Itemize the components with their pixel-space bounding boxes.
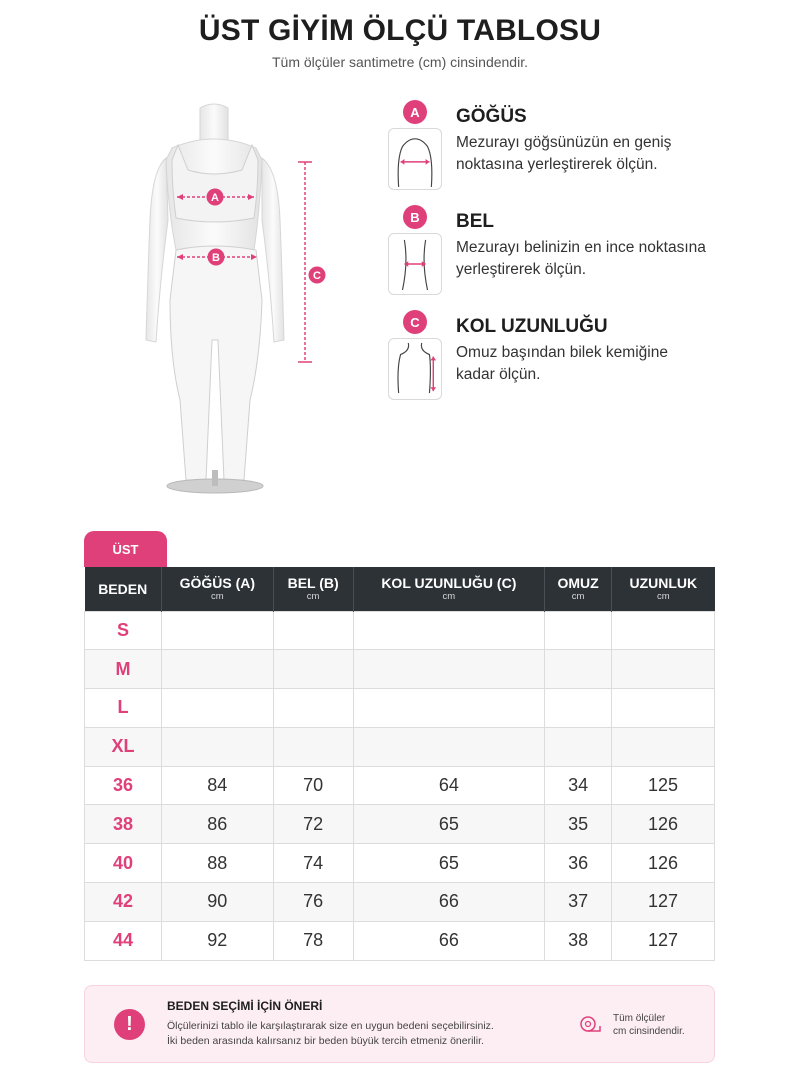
measurement-cell: 66 — [353, 921, 545, 960]
measure-waist — [386, 205, 726, 305]
measurement-cell: 127 — [612, 883, 715, 922]
size-label-cell: 44 — [85, 921, 162, 960]
size-label-cell: S — [85, 611, 162, 650]
table-row — [85, 689, 715, 728]
size-label-cell: M — [85, 650, 162, 689]
table-row — [85, 766, 715, 805]
measurement-cell: 126 — [612, 805, 715, 844]
tip-line: İki beden arasında kalırsanız bir beden büyük tercih etmeniz önerilir. — [167, 1035, 484, 1047]
measure-title: KOL UZUNLUĞU — [456, 316, 608, 337]
table-row — [85, 611, 715, 650]
column-header: UZUNLUK cm — [612, 567, 715, 611]
measurement-cell: 127 — [612, 921, 715, 960]
measurement-cell: 65 — [353, 844, 545, 883]
measurement-cell — [161, 611, 273, 650]
measurement-cell — [161, 727, 273, 766]
measurement-cell — [545, 611, 612, 650]
measure-title: GÖĞÜS — [456, 106, 527, 127]
measurement-cell: 70 — [273, 766, 353, 805]
measure-letter-badge: B — [403, 205, 427, 229]
measure-title: BEL — [456, 211, 494, 232]
measurement-cell — [612, 727, 715, 766]
measurement-cell: 76 — [273, 883, 353, 922]
measure-letter-badge: C — [403, 310, 427, 334]
measurement-cell: 125 — [612, 766, 715, 805]
waist-measure-icon — [388, 233, 442, 295]
column-header: OMUZ cm — [545, 567, 612, 611]
measurement-cell: 38 — [545, 921, 612, 960]
mannequin-figure — [132, 100, 337, 500]
measurement-cell: 88 — [161, 844, 273, 883]
table-row — [85, 921, 715, 960]
column-header: BEDEN — [85, 567, 162, 611]
label-b: B — [212, 252, 220, 264]
arm-length-icon — [388, 338, 442, 400]
tab-ust[interactable]: ÜST — [84, 531, 167, 567]
size-label-cell: 40 — [85, 844, 162, 883]
size-tip-box — [84, 985, 715, 1063]
measurement-cell — [353, 611, 545, 650]
measurement-cell: 92 — [161, 921, 273, 960]
measurement-cell: 74 — [273, 844, 353, 883]
measure-chest — [386, 100, 726, 200]
size-label-cell: 42 — [85, 883, 162, 922]
measurement-cell — [612, 689, 715, 728]
measure-letter-badge: A — [403, 100, 427, 124]
measurement-cell — [273, 650, 353, 689]
measurement-cell: 66 — [353, 883, 545, 922]
measurement-cell — [161, 650, 273, 689]
table-header-row — [85, 567, 715, 611]
column-header: GÖĞÜS (A) cm — [161, 567, 273, 611]
measurement-cell — [161, 689, 273, 728]
measure-description: Mezurayı belinizin en ince noktasına yerleştirerek ölçün. — [456, 239, 706, 278]
measurement-cell — [353, 727, 545, 766]
table-row — [85, 650, 715, 689]
size-label-cell: 36 — [85, 766, 162, 805]
measurement-cell: 72 — [273, 805, 353, 844]
measurement-cell — [273, 689, 353, 728]
measurement-cell: 90 — [161, 883, 273, 922]
table-row — [85, 883, 715, 922]
tip-line: Ölçülerinizi tablo ile karşılaştırarak size en uygun bedeni seçebilirsiniz. — [167, 1020, 494, 1032]
tape-measure-icon — [579, 1014, 601, 1036]
table-row — [85, 805, 715, 844]
page-subtitle: Tüm ölçüler santimetre (cm) cinsindendir. — [272, 54, 528, 70]
label-c: C — [313, 270, 321, 282]
label-a: A — [211, 192, 219, 204]
measurement-cell: 35 — [545, 805, 612, 844]
measurement-cell: 78 — [273, 921, 353, 960]
size-label-cell: L — [85, 689, 162, 728]
measure-description: Mezurayı göğsünüzün en geniş noktasına yerleştirerek ölçün. — [456, 134, 672, 173]
alert-icon: ! — [114, 1009, 145, 1040]
measurement-cell — [545, 689, 612, 728]
measurement-cell — [353, 650, 545, 689]
measurement-cell: 84 — [161, 766, 273, 805]
measurement-cell — [353, 689, 545, 728]
size-table — [84, 567, 715, 961]
measure-description: Omuz başından bilek kemiğine kadar ölçün. — [456, 344, 668, 383]
measurement-cell — [273, 727, 353, 766]
measurement-cell: 34 — [545, 766, 612, 805]
table-row — [85, 727, 715, 766]
measurement-cell: 37 — [545, 883, 612, 922]
column-header: BEL (B) cm — [273, 567, 353, 611]
size-label-cell: 38 — [85, 805, 162, 844]
size-label-cell: XL — [85, 727, 162, 766]
measurement-cell: 126 — [612, 844, 715, 883]
chest-measure-icon — [388, 128, 442, 190]
measurement-cell: 86 — [161, 805, 273, 844]
tip-title: BEDEN SEÇİMİ İÇİN ÖNERİ — [167, 999, 323, 1013]
column-header: KOL UZUNLUĞU (C) cm — [353, 567, 545, 611]
measure-arm-length — [386, 310, 726, 410]
measurement-cell: 64 — [353, 766, 545, 805]
tip-note: Tüm ölçüler cm cinsindendir. — [613, 1013, 685, 1037]
measurement-cell: 36 — [545, 844, 612, 883]
measurement-cell — [545, 727, 612, 766]
measurement-cell — [273, 611, 353, 650]
measurement-cell — [545, 650, 612, 689]
table-row — [85, 844, 715, 883]
measurement-cell — [612, 611, 715, 650]
measurement-cell — [612, 650, 715, 689]
measurement-cell: 65 — [353, 805, 545, 844]
page-title: ÜST GİYİM ÖLÇÜ TABLOSU — [198, 14, 602, 47]
